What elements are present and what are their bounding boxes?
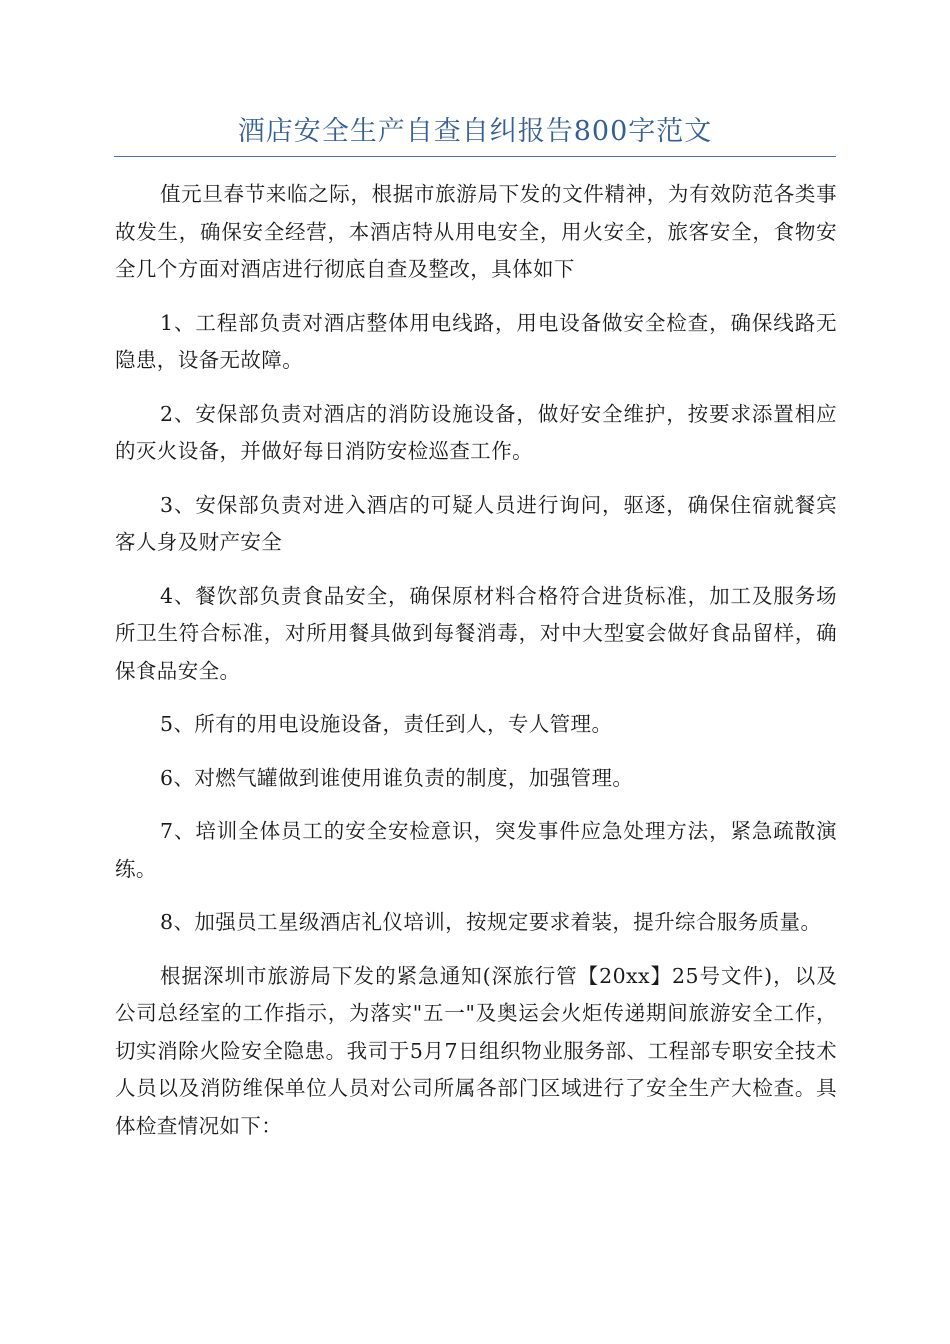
item-paragraph-5: 5、所有的用电设施设备，责任到人，专人管理。 [160, 712, 613, 736]
document-title: 酒店安全生产自查自纠报告800字范文 [237, 116, 713, 147]
item-paragraph-4: 4、餐饮部负责食品安全，确保原材料合格符合进货标准，加工及服务场所卫生符合标准，对所用餐具做到每餐消毒，对中大型宴会做好食品留样，确保食品安全。 [115, 583, 837, 683]
document-body [115, 176, 837, 1161]
intro-paragraph: 值元旦春节来临之际，根据市旅游局下发的文件精神，为有效防范各类事故发生，确保安全经营，本酒店特从用电安全，用火安全，旅客安全，食物安全几个方面对酒店进行彻底自查及整改，具体如下 [115, 182, 837, 281]
item-paragraph-3: 3、安保部负责对进入酒店的可疑人员进行询问，驱逐，确保住宿就餐宾客人身及财产安全 [115, 492, 837, 554]
item-paragraph-7: 7、培训全体员工的安全安检意识，突发事件应急处理方法，紧急疏散演练。 [115, 819, 837, 881]
item-paragraph-1: 1、工程部负责对酒店整体用电线路，用电设备做安全检查，确保线路无隐患，设备无故障。 [115, 310, 837, 372]
notice-paragraph: 根据深圳市旅游局下发的紧急通知(深旅行管【20xx】25号文件)，以及公司总经室的工作指示，为落实"五一"及奥运会火炬传递期间旅游安全工作，切实消除火险安全隐患。我司于5月7日组织物业服务部、工程部专职安全技术人员以及消防维保单位人员对公司所属各部门区域进行了安全生产大检查。具体检查情况如下： [115, 963, 837, 1138]
item-paragraph-8: 8、加强员工星级酒店礼仪培训，按规定要求着装，提升综合服务质量。 [160, 910, 822, 934]
title-underline [114, 112, 836, 157]
item-paragraph-6: 6、对燃气罐做到谁使用谁负责的制度，加强管理。 [160, 765, 634, 790]
item-paragraph-2: 2、安保部负责对酒店的消防设施设备，做好安全维护，按要求添置相应的灭火设备，并做好每日消防安检巡查工作。 [115, 401, 837, 463]
